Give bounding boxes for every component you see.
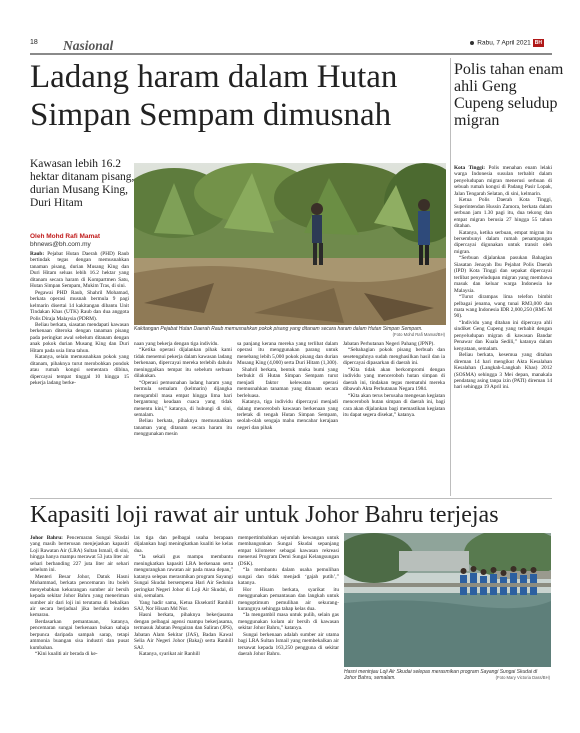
article-paragraph: “Ia sekali gus mampu membantu meningkatkan kapasiti LRA berkenaan serta mengurangkan rawatan air pada masa depan,” katanya selepas merasmikan program Sayangi Sungai Skudai bersempena Hari Air Sedunia peringkat Negeri Johor di Loji Air Skudai, di sini, semalam. <box>134 554 233 600</box>
article-paragraph <box>454 165 552 197</box>
article-paragraph: “Kita tidak akan berkompromi dengan individu yang menceroboh hutan simpan di daerah ini, tindakan tegas mematuhi mereka dibawah Akta Perhutanan Negara 1984. <box>343 366 445 393</box>
dateline: Johor Bahru: <box>30 535 63 541</box>
second-headline: Kapasiti loji rawat air untuk Johor Bahru terjejas <box>30 502 499 528</box>
photo-caption: Kakitangan Pejabat Hutan Daerah Raub memusnahkan pokok pisang yang ditanam secara haram dalam Hutan Simpan Sempam. <box>134 326 423 332</box>
article-paragraph: Sungai berkenaan adalah sumber air utama bagi LRA Sultan Ismail yang membekalkan air tersawat kepada 163,250 pengguna di sekitar daerah Johor Bahru. <box>238 631 339 658</box>
article-paragraph: las tiga dan pelbagai usaha berapaan dijalankan bagi meningkatkan kualiti ke kelas dua. <box>134 535 233 554</box>
second-column-3 <box>238 535 339 705</box>
article-paragraph: mempertimbahkan sejumlah kewangan untuk membangunkan Sungai Skudai sepanjang empat kilometer sebagai kawasan rekreasi menerusi Program Demi Sungai Kelangsungan (DSK). <box>238 535 339 567</box>
plantation-photo-graphic <box>134 163 446 325</box>
second-column-1 <box>30 535 129 705</box>
sidebar-headline: Polis tahan enam ahli Geng Cupeng seludup migran <box>454 61 564 129</box>
article-paragraph: Hasni berkata, pihaknya bekerjasama dengan pelbagai agensi mampu bekerjasama, termasuk Jabatan Pengairan dan Saliran (JPS), Jabatan Alam Sekitar (JAS), Badan Kawal Selia Air Negeri Johor (Bakaj) serta Ranhill SAJ. <box>134 612 233 651</box>
article-paragraph: Menteri Besar Johor, Datuk Hasni Mohammad, berkata pencemaran itu boleh menyebabkan kekurangan sumber air bersih kepada sekitar Johor Bahru yang meneriman sumber air dari loji ini terutama di bekalkan air secara berjadual jika berlaku insiden kemarau. <box>30 573 129 619</box>
article-paragraph: “Individu yang ditahan ini dipercaya ahli sindiket Geng Cupeng yang terbabit dengan penyeludupan migran di kawasan Bandar Penawar dan Kuala Sedili,” katanya dalam kenyataan, semalam. <box>454 319 552 352</box>
sidebar-column <box>454 165 552 495</box>
article-paragraph: “Kita akan terus berusaha mengesan kegiatan menceroboh hutan simpan di daerah ini, bagi cara akan dijalankan bagi memastikan kegiatan itu dapat segera disekat,” katanya. <box>343 392 445 418</box>
publication-logo: BH <box>534 40 542 46</box>
article-paragraph: Beliau berkata, pihaknya memusnahkan tanaman yang ditanam secara haram itu menggunakan mesin <box>134 418 232 438</box>
photo-credit-2: (Foto Mary Victoria Dass/BH) <box>495 675 550 680</box>
dateline: Kota Tinggi: <box>454 165 485 171</box>
article-paragraph: sa panjang kerana mereka yang terlibat dalam operasi itu menggunakan parang untuk menebang lebih 5,000 pokok pisang dan durian Musang King (4,000) serta Duri Hitam (1,300). <box>237 341 338 367</box>
article-paragraph: “Sebahagian pokok pisang berbuah dan sesetengahnya sudah menghasilkan hasil dan ia dipercayai dipasarkan di daerah ini. <box>343 347 445 367</box>
plantation-photo <box>134 163 446 325</box>
article-paragraph: Pegawai PHD Raub, Shahril Mohamad, berkata operasi musnah bermula 9 pagi kelmarin disertai 14 kakitangan dibantu Unit Tindakan Khas (UTK) Raub dan dua anggota Polis Diraja Malaysia (PDRM). <box>30 289 129 322</box>
article-paragraph: “Ia mengambil masa untuk pulih, selain gas menggunakan kolam air bersih di kawasan sekitar Johor Bahru,” katanya. <box>238 612 339 632</box>
article-paragraph: Beliau berkata, kesemua yang ditahan direman 14 hari mengikut Akta Kesalahan Kesalahan (Langkah-Langkah Khas) 2012 (SOSMA) sehingga 3 Mei depan, manakala pendatang asing tanpa izin (PATI) direman 14 hari sehingga 19 April ini. <box>454 352 552 391</box>
main-deck: Kawasan lebih 16.2 hektar ditanam pisang, durian Musang King, Duri Hitam <box>30 158 135 209</box>
article-paragraph: Katanya, selain memusnahkan pokok yang ditanam, pihaknya turut merobohkan pondok atau rumah kongsi sementara dibina, dipercayai tempat tinggal 10 hingga 15 pekerja ladang berke- <box>30 354 129 387</box>
main-column-1 <box>30 251 129 493</box>
article-paragraph <box>30 251 129 290</box>
dateline: Raub: <box>30 251 45 257</box>
article-paragraph: Jabatan Perhutanan Negeri Pahang (JPNP). <box>343 341 435 347</box>
paragraph-text: Pejabat Hutan Daerah (PHD) Raub bertindak tegas dengan memusnahkan tanaman pisang, durian Musang King dan Duri Hitam seluas lebih 16.2 hektar yang ditanam secara haram di Kompartmen Satu, Hutan Simpan Sempam, Mukim Tras, di sini. <box>30 251 129 290</box>
main-column-4 <box>343 341 445 493</box>
article-paragraph: Yang hadir sama, Ketua Eksekutif Ranhill SAJ, Nor Hisam Md Nor. <box>134 599 233 612</box>
article-paragraph: Katanya, syarikat air Ranhill <box>139 651 200 658</box>
article-paragraph <box>30 535 129 574</box>
main-column-3 <box>237 341 338 493</box>
article-paragraph: “Operasi pemusnahan ladang haram yang bermula semalam (kelmarin) dijangka mengambil masa empat hingga lima hari bergantung keadaan cuaca yang tidak menentu kini,” katanya, di hubungi di sini, semalam. <box>134 379 232 418</box>
date-text: Rabu, 7 April 2021 <box>477 39 531 47</box>
article-paragraph: Berdasarkan pemantauan, katanya, pencemaran sungai berkenaan bukan sahaja berpunca daripada sampah sarap, tetapi ammonia buangan sisa industri dan pusat kumbahan. <box>30 618 129 651</box>
article-paragraph: “Ketika operasi dijalankan pihak kami tidak menemui pekerja dalam kawasan ladang berkenaan, dipercayai mereka terlebih dahulu meninggalkan tempat itu sebelum serbuan dilakukan. <box>134 347 232 380</box>
header-rule <box>30 53 552 55</box>
issue-date <box>470 39 544 47</box>
water-plant-photo <box>344 533 551 667</box>
water-plant-photo-graphic <box>344 533 551 667</box>
article-paragraph: Katanya, ketika serbuan, empat migran itu bersembunyi dalam rumah penampungan dipercayai digunakan untuk transit oleh migran. <box>454 229 552 255</box>
article-paragraph: “Serbuan dijalankan pasukan Bahagian Siasatan Jenayah Ibu Pejabat Polis Daerah (IPD) Kota Tinggi dan sepakat dipercayai terlibat penyeludupan migran yang membawa masuk dan keluar warga Indonesia ke Malaysia. <box>454 255 552 294</box>
article-paragraph: Ketua Polis Daerah Kota Tinggi, Superintendan Hussin Zamora, berkata dalam serbuan jam 1.30 pagi itu, dua tekong dan empat migran berusia 27 hingga 55 tahun ditahan. <box>454 197 552 230</box>
article-paragraph: Hor Hisam berkata, syarikat itu menggunakan pemantauan dan langkah untuk mengoptimum pemulihan air sekurang-kurangnya sehingga tahap kelas dua. <box>238 586 339 612</box>
article-paragraph: naan yang bekerja dengan tiga individu. <box>134 341 219 347</box>
article-paragraph: “Kini kualiti air berada di ke- <box>35 651 98 658</box>
paragraph-text: Pencemaran Sungai Skudai yang masih berterusan menjejaskan kapasiti Loji Rawatan Air (LRA) Sultan Ismail, di sini, hingga hanya mampu merawat 53 juta liter air sehari berbanding 227 juta liter air sehari sebelum ini. <box>30 535 129 574</box>
section-title: Nasional <box>63 38 114 53</box>
photo-caption-2: Hasni meninjau Loji Air Skudai selepas merasmikan program Sayangi Sungai Skudai di Johor Bahru, semalam. <box>344 669 538 681</box>
paragraph-text: Polis menahan enam lelaki warga Indonesia susulan terbabit dalam penyeludupan migran menerusi serbuan di sebuah rumah kongsi di Padang Pasir Lopak, Jalan Tengarah Selatan, di sini, kelmarin. <box>454 165 552 197</box>
photo-credit: (Foto Mohd Rafi Mamat/BH) <box>392 332 445 337</box>
byline-email: bhnews@bh.com.my <box>30 241 91 248</box>
second-column-2 <box>134 535 233 705</box>
article-paragraph: Katanya, tiga individu dipercayai menjadi dalang menceroboh kawasan berkenaan yang terletak di tengah Hutan Simpan Sempam, seolah-olah sengaja mahu mencabar kerajaan negeri dan pihak <box>237 399 338 431</box>
article-paragraph: Shahril berkata, bentuk muka bumi yang berbukit di Hutan Simpan Sempam turut menjadi faktor kelewatan operasi memusnahkan tanaman yang ditanam secara berleluasa. <box>237 366 338 399</box>
main-column-2 <box>134 341 232 493</box>
article-paragraph: “Ia membantu dalam usaha pemulihan sungai dan tidak menjadi ‘gajah putih’,” katanya. <box>238 567 339 587</box>
section-rule <box>30 498 552 499</box>
column-divider <box>450 58 451 496</box>
bullet-icon <box>470 41 474 45</box>
page-number: 18 <box>30 39 38 46</box>
main-headline: Ladang haram dalam Hutan Simpan Sempam dimusnah <box>30 59 398 133</box>
byline <box>30 233 100 249</box>
article-paragraph: Beliau berkata, siasatan mendapati kawasan berkenaan diteroka dengan tanaman pisang pada peringkat awal sebelum ditanam dengan anak pokok durian Musang King dan Duri Hitam pada usia lima tahun. <box>30 321 129 354</box>
byline-name: Oleh Mohd Rafi Mamat <box>30 233 101 240</box>
article-paragraph: “Turut dirampas lima telefon bimbit pelbagai jenama, wang tunai RM3,000 dan mata wang Indonesia IDR 2,000,250 (RM5 M 90). <box>454 294 552 320</box>
